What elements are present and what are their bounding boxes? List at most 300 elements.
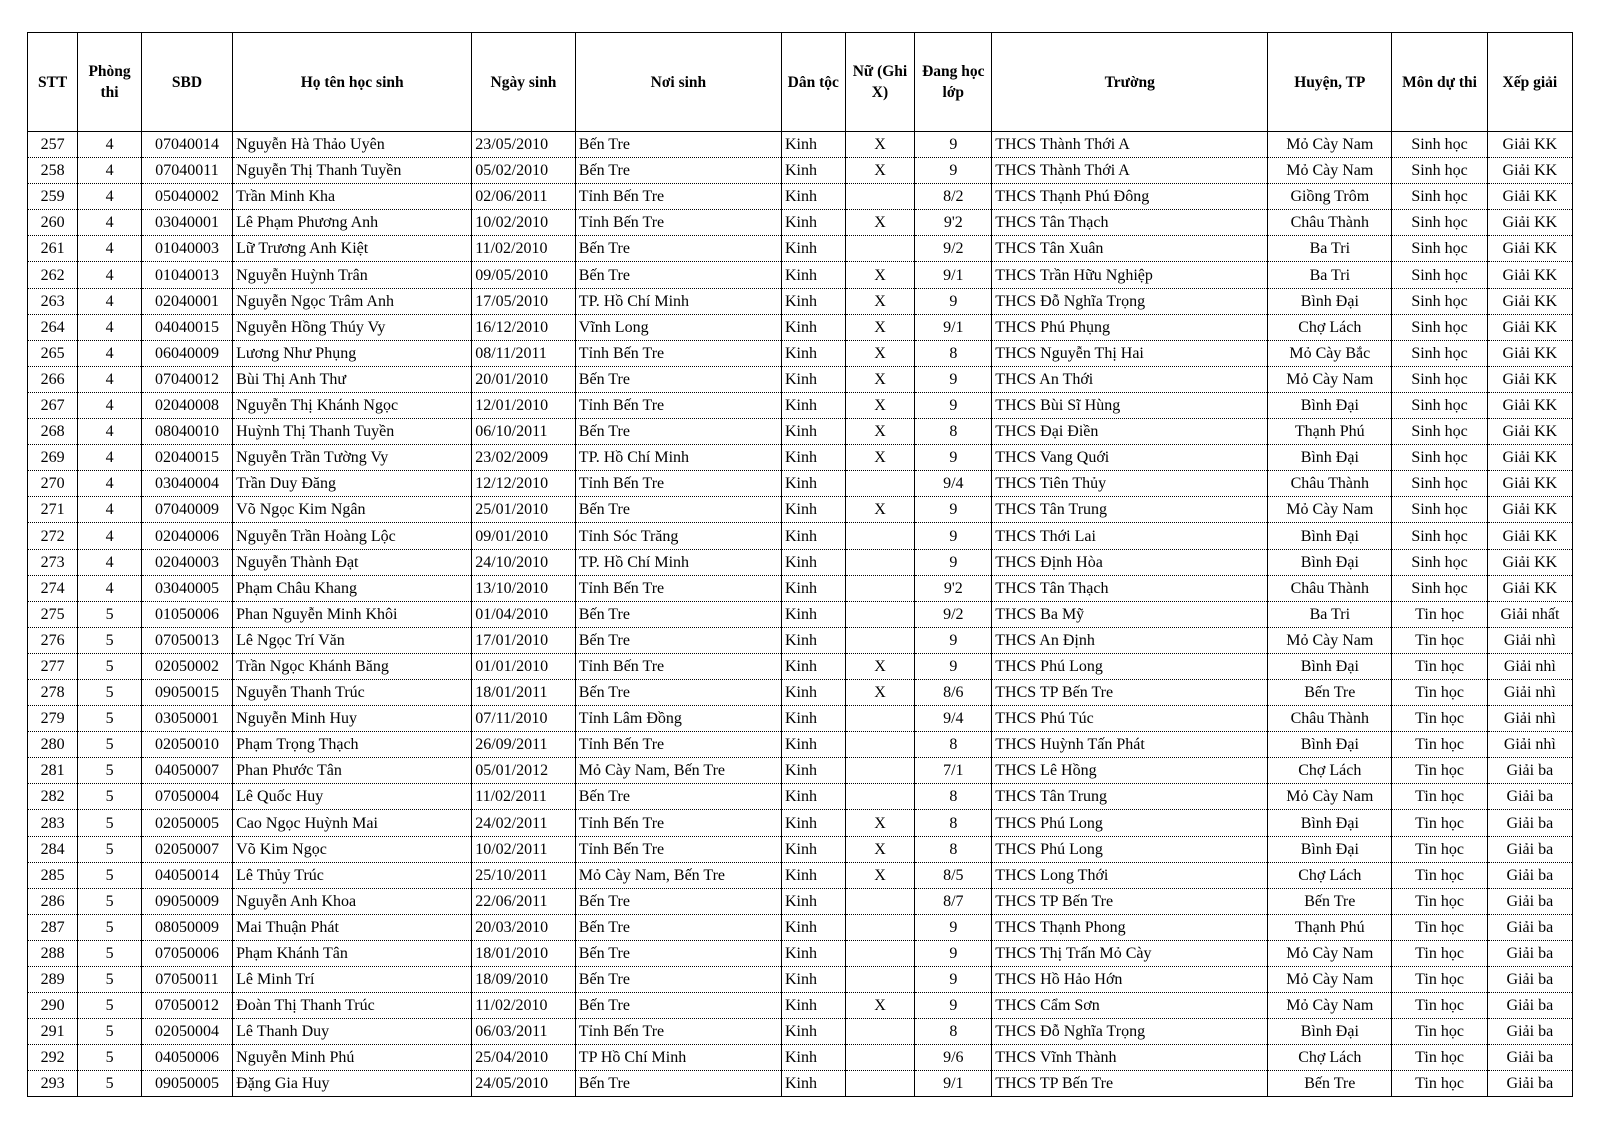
cell-nu: X (845, 679, 915, 705)
cell-ho-ten: Cao Ngọc Huỳnh Mai (233, 810, 472, 836)
cell-huyen-tp: Mỏ Cày Nam (1268, 497, 1392, 523)
cell-sbd: 02050005 (141, 810, 232, 836)
cell-nu (845, 784, 915, 810)
cell-ho-ten: Nguyễn Trần Hoàng Lộc (233, 523, 472, 549)
cell-truong: THCS Phú Phụng (992, 314, 1268, 340)
cell-phong-thi: 4 (78, 549, 142, 575)
cell-sbd: 07040014 (141, 132, 232, 158)
table-row (28, 993, 1573, 1019)
cell-nu: X (845, 653, 915, 679)
table-row (28, 836, 1573, 862)
cell-truong: THCS Thị Trấn Mỏ Cày (992, 940, 1268, 966)
cell-ngay-sinh: 26/09/2011 (472, 732, 576, 758)
cell-sbd: 01050006 (141, 601, 232, 627)
cell-sbd: 05040002 (141, 184, 232, 210)
cell-ho-ten: Võ Ngọc Kim Ngân (233, 497, 472, 523)
cell-sbd: 02040001 (141, 288, 232, 314)
cell-huyen-tp: Chợ Lách (1268, 758, 1392, 784)
cell-stt: 278 (28, 679, 78, 705)
table-row (28, 679, 1573, 705)
cell-truong: THCS Bùi Sĩ Hùng (992, 392, 1268, 418)
cell-lop: 8 (915, 340, 992, 366)
table-row (28, 940, 1573, 966)
cell-sbd: 02040008 (141, 392, 232, 418)
cell-ngay-sinh: 06/03/2011 (472, 1019, 576, 1045)
cell-nu (845, 575, 915, 601)
cell-xep-giai: Giải KK (1487, 392, 1572, 418)
cell-ho-ten: Lữ Trương Anh Kiệt (233, 236, 472, 262)
cell-phong-thi: 5 (78, 732, 142, 758)
cell-mon-du-thi: Sinh học (1392, 210, 1487, 236)
cell-ho-ten: Trần Ngọc Khánh Băng (233, 653, 472, 679)
cell-mon-du-thi: Sinh học (1392, 340, 1487, 366)
cell-dan-toc: Kinh (782, 419, 846, 445)
cell-huyen-tp: Bình Đại (1268, 836, 1392, 862)
table-body (28, 132, 1573, 1097)
cell-dan-toc: Kinh (782, 601, 846, 627)
cell-mon-du-thi: Tin học (1392, 758, 1487, 784)
table-row (28, 706, 1573, 732)
cell-phong-thi: 4 (78, 366, 142, 392)
cell-dan-toc: Kinh (782, 236, 846, 262)
cell-ho-ten: Phan Phước Tân (233, 758, 472, 784)
cell-nu: X (845, 262, 915, 288)
cell-truong: THCS Phú Túc (992, 706, 1268, 732)
cell-ngay-sinh: 10/02/2011 (472, 836, 576, 862)
cell-noi-sinh: Bến Tre (575, 601, 781, 627)
cell-noi-sinh: TP. Hồ Chí Minh (575, 549, 781, 575)
cell-xep-giai: Giải KK (1487, 445, 1572, 471)
cell-stt: 266 (28, 366, 78, 392)
cell-sbd: 02050004 (141, 1019, 232, 1045)
cell-mon-du-thi: Tin học (1392, 940, 1487, 966)
cell-xep-giai: Giải KK (1487, 314, 1572, 340)
table-row (28, 1045, 1573, 1071)
cell-stt: 284 (28, 836, 78, 862)
cell-mon-du-thi: Sinh học (1392, 184, 1487, 210)
cell-ho-ten: Nguyễn Hà Thảo Uyên (233, 132, 472, 158)
cell-stt: 262 (28, 262, 78, 288)
cell-ngay-sinh: 18/01/2010 (472, 940, 576, 966)
cell-mon-du-thi: Tin học (1392, 653, 1487, 679)
cell-nu: X (845, 836, 915, 862)
cell-phong-thi: 4 (78, 392, 142, 418)
cell-dan-toc: Kinh (782, 810, 846, 836)
cell-truong: THCS Đại Điền (992, 419, 1268, 445)
cell-noi-sinh: Mỏ Cày Nam, Bến Tre (575, 758, 781, 784)
cell-nu (845, 732, 915, 758)
cell-xep-giai: Giải nhất (1487, 601, 1572, 627)
cell-ho-ten: Lê Thanh Duy (233, 1019, 472, 1045)
cell-nu (845, 758, 915, 784)
cell-huyen-tp: Bến Tre (1268, 888, 1392, 914)
cell-huyen-tp: Mỏ Cày Nam (1268, 158, 1392, 184)
cell-lop: 9 (915, 940, 992, 966)
cell-nu: X (845, 445, 915, 471)
cell-mon-du-thi: Tin học (1392, 732, 1487, 758)
cell-truong: THCS Long Thới (992, 862, 1268, 888)
cell-mon-du-thi: Sinh học (1392, 471, 1487, 497)
cell-nu: X (845, 419, 915, 445)
cell-sbd: 09050005 (141, 1071, 232, 1097)
cell-ngay-sinh: 17/01/2010 (472, 627, 576, 653)
cell-xep-giai: Giải nhì (1487, 679, 1572, 705)
cell-noi-sinh: Bến Tre (575, 627, 781, 653)
cell-stt: 267 (28, 392, 78, 418)
cell-ngay-sinh: 09/01/2010 (472, 523, 576, 549)
cell-nu: X (845, 366, 915, 392)
header-lop: Đang học lớp (915, 33, 992, 132)
cell-dan-toc: Kinh (782, 1019, 846, 1045)
cell-phong-thi: 4 (78, 471, 142, 497)
cell-noi-sinh: Tỉnh Bến Tre (575, 836, 781, 862)
cell-phong-thi: 5 (78, 810, 142, 836)
cell-stt: 268 (28, 419, 78, 445)
cell-lop: 8/5 (915, 862, 992, 888)
cell-mon-du-thi: Sinh học (1392, 575, 1487, 601)
table-row (28, 392, 1573, 418)
cell-nu (845, 471, 915, 497)
cell-phong-thi: 4 (78, 445, 142, 471)
table-row (28, 158, 1573, 184)
cell-noi-sinh: Bến Tre (575, 497, 781, 523)
cell-mon-du-thi: Sinh học (1392, 392, 1487, 418)
table-row (28, 732, 1573, 758)
table-row (28, 575, 1573, 601)
cell-huyen-tp: Mỏ Cày Bắc (1268, 340, 1392, 366)
cell-ngay-sinh: 09/05/2010 (472, 262, 576, 288)
cell-noi-sinh: Bến Tre (575, 366, 781, 392)
table-row (28, 784, 1573, 810)
cell-dan-toc: Kinh (782, 392, 846, 418)
cell-dan-toc: Kinh (782, 784, 846, 810)
cell-noi-sinh: Tỉnh Bến Tre (575, 392, 781, 418)
cell-sbd: 09050015 (141, 679, 232, 705)
cell-huyen-tp: Bến Tre (1268, 1071, 1392, 1097)
cell-huyen-tp: Mỏ Cày Nam (1268, 366, 1392, 392)
cell-xep-giai: Giải ba (1487, 758, 1572, 784)
cell-nu (845, 523, 915, 549)
cell-huyen-tp: Bình Đại (1268, 288, 1392, 314)
cell-noi-sinh: Tỉnh Bến Tre (575, 653, 781, 679)
cell-nu (845, 888, 915, 914)
cell-sbd: 02050007 (141, 836, 232, 862)
cell-dan-toc: Kinh (782, 627, 846, 653)
cell-truong: THCS Phú Long (992, 810, 1268, 836)
cell-truong: THCS Thới Lai (992, 523, 1268, 549)
cell-huyen-tp: Bình Đại (1268, 653, 1392, 679)
cell-ngay-sinh: 20/01/2010 (472, 366, 576, 392)
cell-noi-sinh: Vĩnh Long (575, 314, 781, 340)
cell-lop: 9/4 (915, 471, 992, 497)
cell-mon-du-thi: Tin học (1392, 601, 1487, 627)
cell-xep-giai: Giải KK (1487, 288, 1572, 314)
table-row (28, 497, 1573, 523)
cell-xep-giai: Giải KK (1487, 236, 1572, 262)
cell-truong: THCS Lê Hồng (992, 758, 1268, 784)
cell-mon-du-thi: Tin học (1392, 810, 1487, 836)
cell-nu (845, 184, 915, 210)
cell-nu: X (845, 314, 915, 340)
cell-xep-giai: Giải ba (1487, 1045, 1572, 1071)
cell-ngay-sinh: 07/11/2010 (472, 706, 576, 732)
cell-noi-sinh: Bến Tre (575, 914, 781, 940)
cell-huyen-tp: Thạnh Phú (1268, 419, 1392, 445)
cell-sbd: 04050006 (141, 1045, 232, 1071)
cell-truong: THCS Tân Trung (992, 784, 1268, 810)
cell-huyen-tp: Bình Đại (1268, 732, 1392, 758)
cell-stt: 272 (28, 523, 78, 549)
cell-ho-ten: Phạm Châu Khang (233, 575, 472, 601)
cell-dan-toc: Kinh (782, 888, 846, 914)
cell-stt: 275 (28, 601, 78, 627)
cell-nu: X (845, 497, 915, 523)
cell-huyen-tp: Ba Tri (1268, 601, 1392, 627)
cell-xep-giai: Giải KK (1487, 575, 1572, 601)
cell-ho-ten: Nguyễn Anh Khoa (233, 888, 472, 914)
cell-phong-thi: 5 (78, 836, 142, 862)
cell-noi-sinh: TP. Hồ Chí Minh (575, 445, 781, 471)
cell-xep-giai: Giải ba (1487, 1071, 1572, 1097)
cell-noi-sinh: Bến Tre (575, 1071, 781, 1097)
cell-xep-giai: Giải nhì (1487, 732, 1572, 758)
header-ho-ten: Họ tên học sinh (233, 33, 472, 132)
cell-sbd: 03040004 (141, 471, 232, 497)
cell-ngay-sinh: 17/05/2010 (472, 288, 576, 314)
header-stt: STT (28, 33, 78, 132)
cell-huyen-tp: Ba Tri (1268, 236, 1392, 262)
cell-mon-du-thi: Sinh học (1392, 497, 1487, 523)
cell-nu (845, 549, 915, 575)
cell-stt: 263 (28, 288, 78, 314)
cell-phong-thi: 5 (78, 1019, 142, 1045)
cell-sbd: 07040012 (141, 366, 232, 392)
cell-truong: THCS Thành Thới A (992, 158, 1268, 184)
cell-truong: THCS Thạnh Phong (992, 914, 1268, 940)
cell-mon-du-thi: Sinh học (1392, 262, 1487, 288)
cell-ho-ten: Đặng Gia Huy (233, 1071, 472, 1097)
cell-truong: THCS Tân Trung (992, 497, 1268, 523)
cell-huyen-tp: Châu Thành (1268, 471, 1392, 497)
cell-mon-du-thi: Tin học (1392, 993, 1487, 1019)
cell-sbd: 04050007 (141, 758, 232, 784)
cell-noi-sinh: Tỉnh Lâm Đồng (575, 706, 781, 732)
cell-ngay-sinh: 16/12/2010 (472, 314, 576, 340)
cell-dan-toc: Kinh (782, 914, 846, 940)
table-row (28, 132, 1573, 158)
cell-phong-thi: 4 (78, 210, 142, 236)
cell-noi-sinh: Bến Tre (575, 236, 781, 262)
cell-mon-du-thi: Sinh học (1392, 549, 1487, 575)
cell-xep-giai: Giải ba (1487, 862, 1572, 888)
cell-lop: 8/2 (915, 184, 992, 210)
cell-nu: X (845, 993, 915, 1019)
cell-ngay-sinh: 02/06/2011 (472, 184, 576, 210)
cell-phong-thi: 4 (78, 497, 142, 523)
cell-huyen-tp: Bình Đại (1268, 549, 1392, 575)
cell-lop: 9 (915, 132, 992, 158)
cell-stt: 291 (28, 1019, 78, 1045)
cell-stt: 285 (28, 862, 78, 888)
cell-lop: 9 (915, 967, 992, 993)
cell-xep-giai: Giải ba (1487, 940, 1572, 966)
table-row (28, 236, 1573, 262)
table-row (28, 862, 1573, 888)
cell-ngay-sinh: 23/05/2010 (472, 132, 576, 158)
cell-ho-ten: Trần Minh Kha (233, 184, 472, 210)
cell-truong: THCS Cẩm Sơn (992, 993, 1268, 1019)
cell-ngay-sinh: 18/09/2010 (472, 967, 576, 993)
header-nu: Nữ (Ghi X) (845, 33, 915, 132)
cell-ho-ten: Nguyễn Ngọc Trâm Anh (233, 288, 472, 314)
table-row (28, 210, 1573, 236)
header-noi-sinh: Nơi sinh (575, 33, 781, 132)
cell-xep-giai: Giải KK (1487, 419, 1572, 445)
cell-ho-ten: Huỳnh Thị Thanh Tuyền (233, 419, 472, 445)
cell-huyen-tp: Mỏ Cày Nam (1268, 627, 1392, 653)
cell-nu: X (845, 288, 915, 314)
cell-ngay-sinh: 08/11/2011 (472, 340, 576, 366)
cell-noi-sinh: Bến Tre (575, 132, 781, 158)
cell-noi-sinh: Tỉnh Bến Tre (575, 810, 781, 836)
cell-huyen-tp: Bến Tre (1268, 679, 1392, 705)
cell-ho-ten: Lê Thủy Trúc (233, 862, 472, 888)
cell-stt: 273 (28, 549, 78, 575)
cell-truong: THCS TP Bến Tre (992, 888, 1268, 914)
cell-huyen-tp: Mỏ Cày Nam (1268, 784, 1392, 810)
cell-dan-toc: Kinh (782, 967, 846, 993)
cell-lop: 8 (915, 810, 992, 836)
cell-ngay-sinh: 01/01/2010 (472, 653, 576, 679)
cell-nu: X (845, 862, 915, 888)
table-header (28, 33, 1573, 132)
cell-ho-ten: Nguyễn Huỳnh Trân (233, 262, 472, 288)
cell-ngay-sinh: 25/04/2010 (472, 1045, 576, 1071)
header-sbd: SBD (141, 33, 232, 132)
cell-sbd: 07050004 (141, 784, 232, 810)
cell-xep-giai: Giải KK (1487, 497, 1572, 523)
cell-mon-du-thi: Sinh học (1392, 366, 1487, 392)
cell-dan-toc: Kinh (782, 758, 846, 784)
cell-stt: 257 (28, 132, 78, 158)
cell-phong-thi: 5 (78, 993, 142, 1019)
cell-mon-du-thi: Sinh học (1392, 445, 1487, 471)
cell-mon-du-thi: Tin học (1392, 836, 1487, 862)
cell-ho-ten: Phạm Khánh Tân (233, 940, 472, 966)
cell-ngay-sinh: 10/02/2010 (472, 210, 576, 236)
cell-ho-ten: Lê Minh Trí (233, 967, 472, 993)
cell-huyen-tp: Bình Đại (1268, 392, 1392, 418)
cell-noi-sinh: Bến Tre (575, 993, 781, 1019)
cell-stt: 290 (28, 993, 78, 1019)
cell-lop: 8 (915, 836, 992, 862)
cell-mon-du-thi: Tin học (1392, 914, 1487, 940)
cell-ho-ten: Lê Quốc Huy (233, 784, 472, 810)
cell-xep-giai: Giải ba (1487, 993, 1572, 1019)
cell-dan-toc: Kinh (782, 653, 846, 679)
cell-lop: 9 (915, 288, 992, 314)
cell-ngay-sinh: 05/02/2010 (472, 158, 576, 184)
cell-huyen-tp: Mỏ Cày Nam (1268, 993, 1392, 1019)
cell-ho-ten: Phạm Trọng Thạch (233, 732, 472, 758)
table-row (28, 184, 1573, 210)
cell-nu: X (845, 158, 915, 184)
cell-lop: 8 (915, 419, 992, 445)
cell-phong-thi: 5 (78, 601, 142, 627)
cell-stt: 283 (28, 810, 78, 836)
cell-mon-du-thi: Sinh học (1392, 132, 1487, 158)
header-truong: Trường (992, 33, 1268, 132)
cell-lop: 8 (915, 732, 992, 758)
cell-huyen-tp: Chợ Lách (1268, 314, 1392, 340)
cell-mon-du-thi: Tin học (1392, 706, 1487, 732)
cell-noi-sinh: Tỉnh Bến Tre (575, 471, 781, 497)
cell-noi-sinh: Bến Tre (575, 784, 781, 810)
cell-dan-toc: Kinh (782, 132, 846, 158)
header-ngay-sinh: Ngày sinh (472, 33, 576, 132)
cell-nu (845, 601, 915, 627)
cell-sbd: 07040009 (141, 497, 232, 523)
cell-noi-sinh: Bến Tre (575, 158, 781, 184)
cell-nu: X (845, 810, 915, 836)
cell-xep-giai: Giải nhì (1487, 706, 1572, 732)
cell-lop: 9 (915, 523, 992, 549)
table-row (28, 471, 1573, 497)
cell-nu (845, 706, 915, 732)
cell-truong: THCS Vĩnh Thành (992, 1045, 1268, 1071)
cell-ho-ten: Nguyễn Minh Phú (233, 1045, 472, 1071)
header-xep-giai: Xếp giải (1487, 33, 1572, 132)
cell-noi-sinh: Bến Tre (575, 262, 781, 288)
cell-mon-du-thi: Sinh học (1392, 314, 1487, 340)
cell-stt: 288 (28, 940, 78, 966)
cell-dan-toc: Kinh (782, 210, 846, 236)
table-row (28, 523, 1573, 549)
cell-huyen-tp: Châu Thành (1268, 575, 1392, 601)
cell-mon-du-thi: Tin học (1392, 862, 1487, 888)
cell-lop: 8/7 (915, 888, 992, 914)
cell-truong: THCS TP Bến Tre (992, 679, 1268, 705)
cell-mon-du-thi: Tin học (1392, 679, 1487, 705)
cell-truong: THCS Tân Thạch (992, 575, 1268, 601)
cell-lop: 9 (915, 653, 992, 679)
cell-noi-sinh: Tỉnh Bến Tre (575, 1019, 781, 1045)
cell-nu: X (845, 392, 915, 418)
cell-ho-ten: Đoàn Thị Thanh Trúc (233, 993, 472, 1019)
cell-nu: X (845, 132, 915, 158)
cell-nu (845, 1045, 915, 1071)
cell-phong-thi: 4 (78, 236, 142, 262)
table-row (28, 366, 1573, 392)
cell-ho-ten: Nguyễn Thanh Trúc (233, 679, 472, 705)
cell-ngay-sinh: 22/06/2011 (472, 888, 576, 914)
cell-nu: X (845, 340, 915, 366)
table-row (28, 340, 1573, 366)
cell-noi-sinh: Tỉnh Bến Tre (575, 184, 781, 210)
cell-truong: THCS Phú Long (992, 836, 1268, 862)
cell-mon-du-thi: Tin học (1392, 1071, 1487, 1097)
cell-noi-sinh: Bến Tre (575, 679, 781, 705)
cell-ho-ten: Lê Ngọc Trí Văn (233, 627, 472, 653)
cell-stt: 293 (28, 1071, 78, 1097)
cell-phong-thi: 5 (78, 914, 142, 940)
cell-truong: THCS Hồ Hảo Hớn (992, 967, 1268, 993)
cell-mon-du-thi: Tin học (1392, 1045, 1487, 1071)
cell-xep-giai: Giải KK (1487, 549, 1572, 575)
cell-dan-toc: Kinh (782, 575, 846, 601)
table-row (28, 549, 1573, 575)
cell-noi-sinh: Tỉnh Sóc Trăng (575, 523, 781, 549)
